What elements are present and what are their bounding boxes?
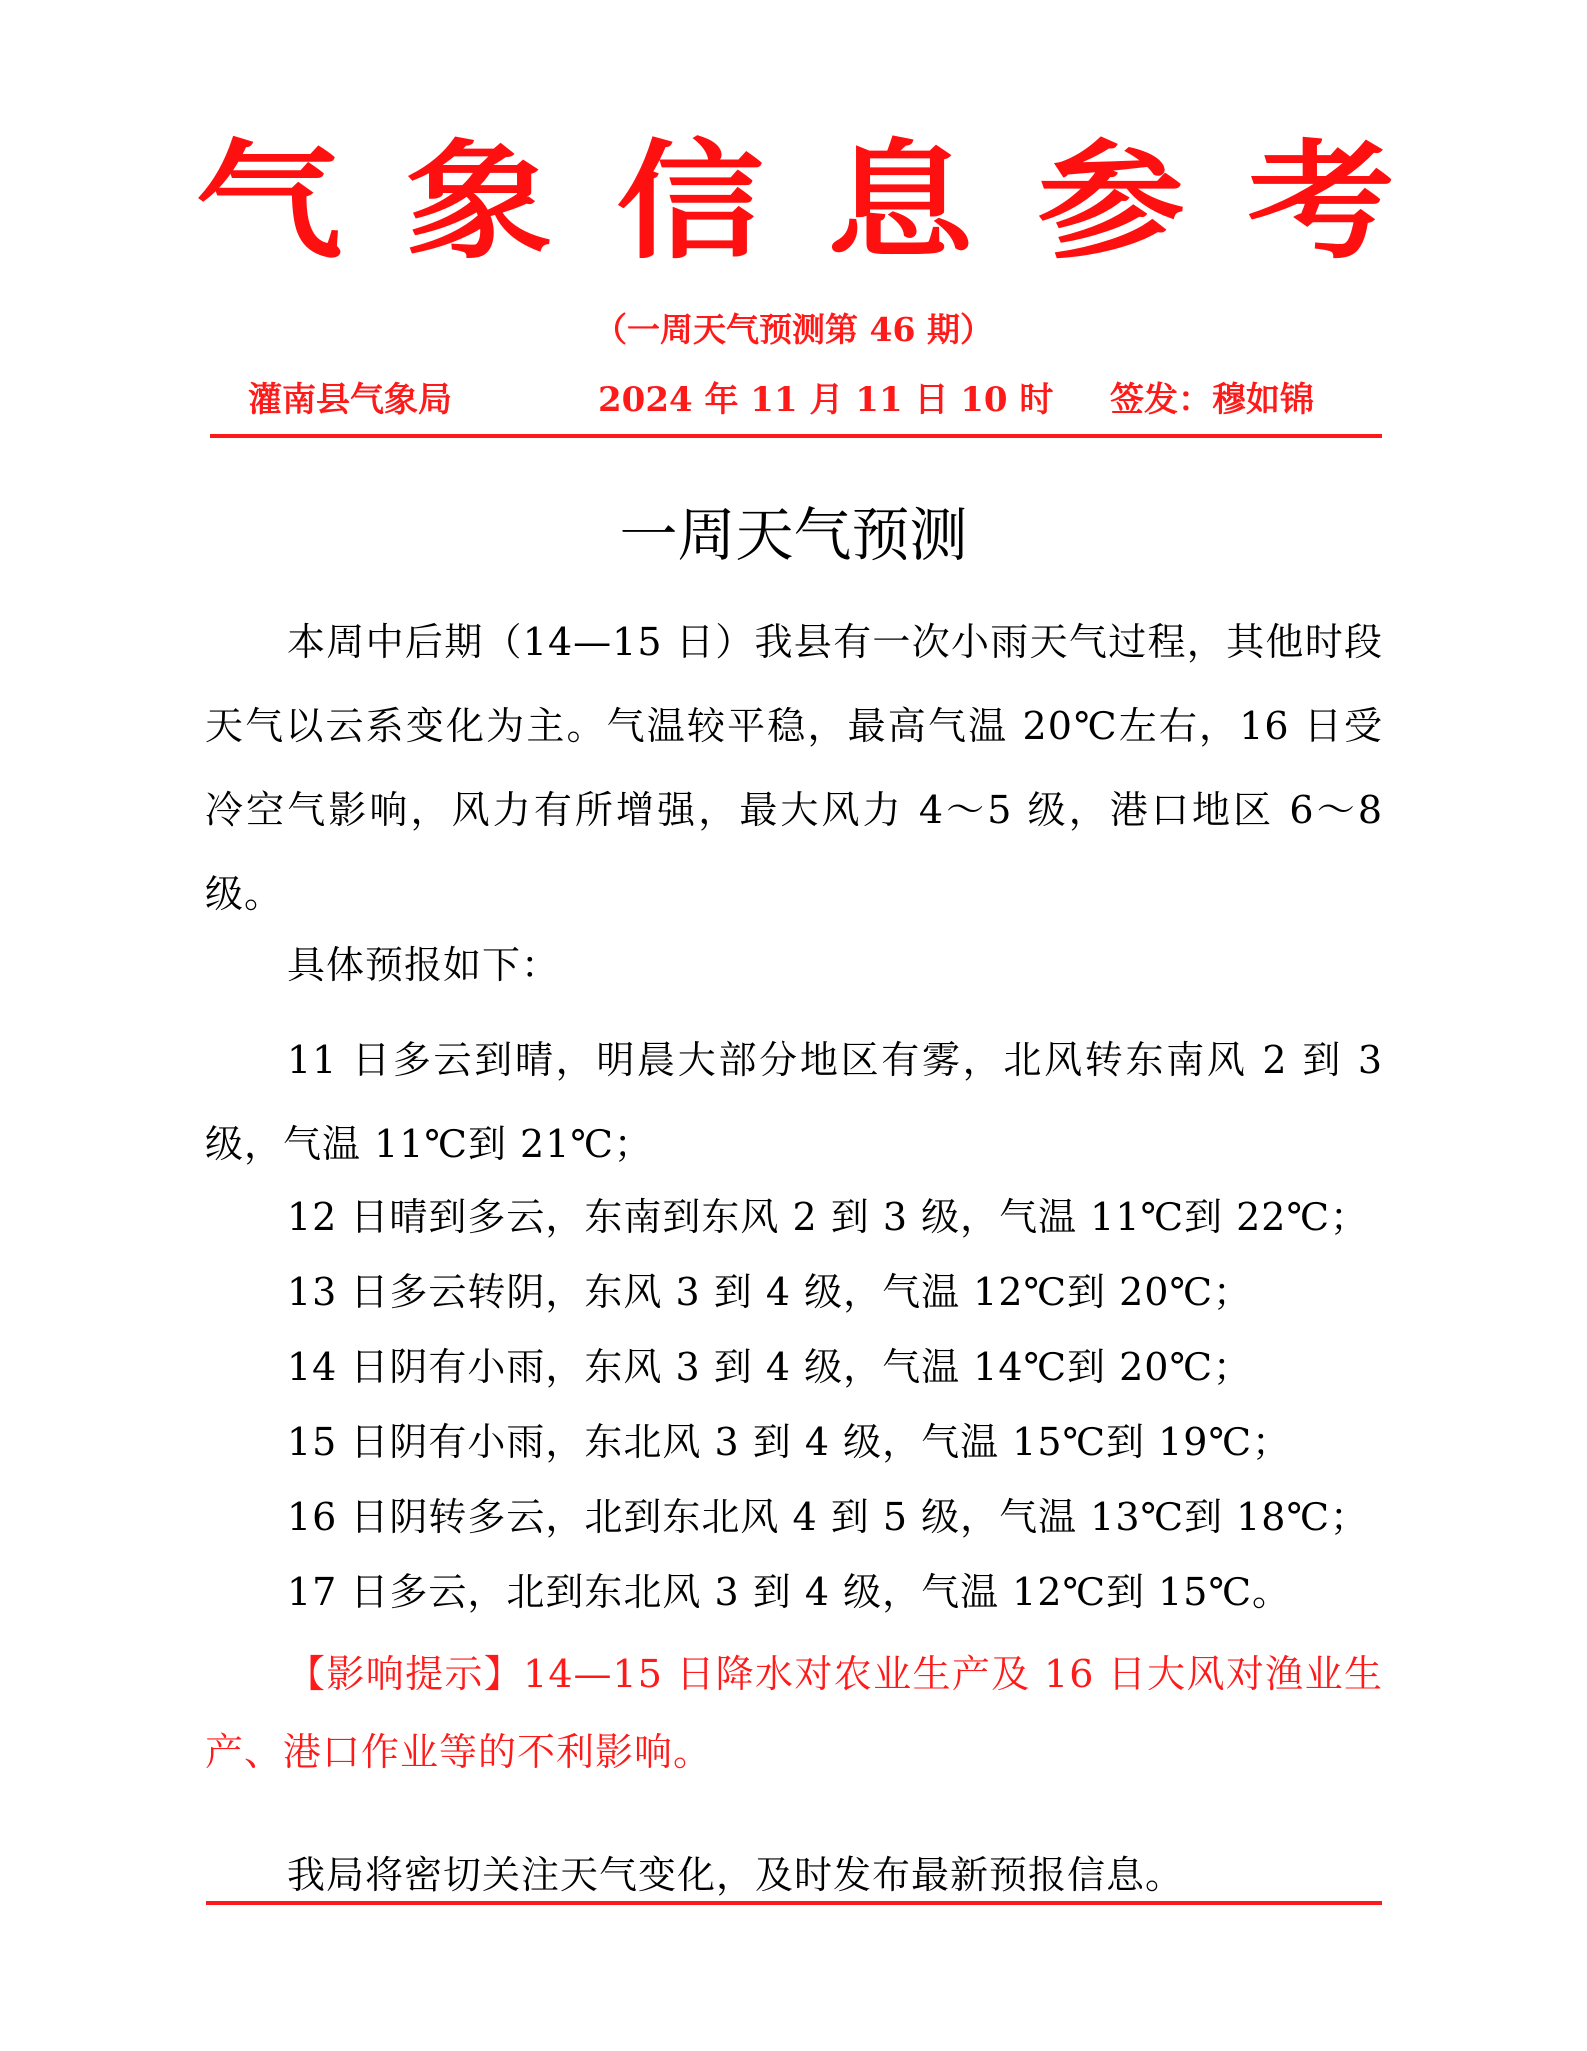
page-title: 一周天气预测 [619, 501, 968, 569]
forecast-day: 14 日阴有小雨，东风 3 到 4 级，气温 14℃到 20℃； [287, 1345, 1252, 1389]
signer: 签发：穆如锦 [1110, 380, 1314, 420]
forecast-day: 11 日多云到晴，明晨大部分地区有雾，北风转东南风 2 到 3 级，气温 11℃到 21℃； [205, 1038, 1397, 1166]
masthead-char: 气 [195, 128, 343, 277]
masthead-char: 考 [1247, 128, 1395, 277]
forecast-day: 16 日阴转多云，北到东北风 4 到 5 级，气温 13℃到 18℃； [287, 1495, 1369, 1539]
masthead-char: 参 [1036, 128, 1185, 277]
footer-divider [206, 1901, 1382, 1905]
summary-paragraph: 本周中后期（14—15 日）我县有一次小雨天气过程，其他时段天气以云系变化为主。气温较平稳，最高气温 20℃左右，16 日受冷空气影响，风力有所增强，最大风力 4～5 级，港口地区 6～8 级。 [205, 620, 1397, 916]
forecast-day: 15 日阴有小雨，东北风 3 到 4 级，气温 15℃到 19℃； [287, 1420, 1291, 1464]
header-divider [210, 434, 1382, 438]
masthead-char: 信 [616, 128, 764, 277]
forecast-day: 17 日多云，北到东北风 3 到 4 级，气温 12℃到 15℃。 [287, 1570, 1291, 1614]
issue-number: （一周天气预测第 46 期） [594, 310, 993, 349]
issue-datetime: 2024 年 11 月 11 日 10 时 [598, 380, 1054, 420]
forecast-intro: 具体预报如下： [287, 943, 561, 987]
forecast-day: 12 日晴到多云，东南到东风 2 到 3 级，气温 11℃到 22℃； [287, 1195, 1369, 1239]
closing-statement: 我局将密切关注天气变化，及时发布最新预报信息。 [287, 1853, 1185, 1897]
forecast-day: 13 日多云转阴，东风 3 到 4 级，气温 12℃到 20℃； [287, 1270, 1252, 1314]
masthead-char: 象 [405, 128, 554, 277]
masthead-char: 息 [826, 128, 974, 277]
impact-notice: 【影响提示】14—15 日降水对农业生产及 16 日大风对渔业生产、港口作业等的不利影响。 [205, 1652, 1383, 1774]
issuing-organization: 灌南县气象局 [248, 380, 452, 420]
masthead-title [195, 128, 1395, 278]
